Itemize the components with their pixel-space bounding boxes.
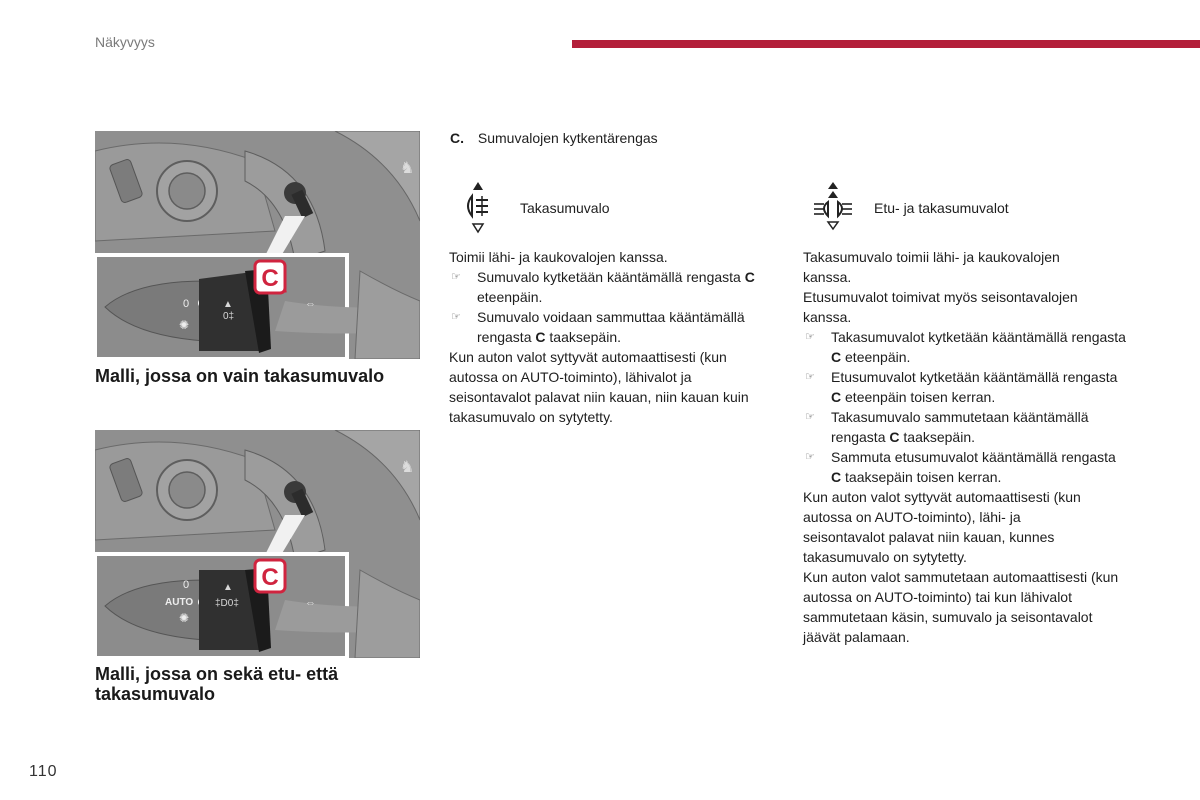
- svg-text:0: 0: [183, 579, 190, 591]
- right-lead-1: Takasumuvalo toimii lähi- ja kaukovalojen kanssa.: [803, 249, 1060, 285]
- bullet-icon: ☞: [805, 371, 815, 383]
- figure-caption-2: Malli, jossa on sekä etu- että takasumuvalo: [95, 664, 339, 704]
- switch-auto-label: AUTO: [165, 597, 194, 608]
- left-column-text: [449, 247, 779, 427]
- rear-fog-symbol-row: [458, 180, 610, 236]
- list-item: ☞ Sumuvalo kytketään kääntämällä rengasta C eteenpäin.: [451, 269, 755, 305]
- figure-rear-fog-only: [95, 131, 420, 359]
- bullet-icon: ☞: [805, 411, 815, 423]
- front-rear-fog-symbol-row: [810, 180, 1009, 236]
- right-bullet-list: [803, 327, 1128, 487]
- rear-fog-lamp-icon: [458, 180, 498, 236]
- callout-letter: C: [261, 265, 279, 292]
- callout-letter: C: [261, 564, 279, 591]
- list-item: ☞ Takasumuvalo sammutetaan kääntämällä rengasta C taaksepäin.: [805, 409, 1089, 445]
- figure-caption-1: Malli, jossa on vain takasumuvalo: [95, 366, 385, 386]
- svg-text:▲: ▲: [223, 582, 233, 593]
- svg-text:♞: ♞: [400, 160, 415, 177]
- right-column-text: [803, 247, 1128, 647]
- bullet-icon: ☞: [805, 331, 815, 343]
- list-item: ☞ Sammuta etusumuvalot kääntämällä rengasta C taaksepäin toisen kerran.: [805, 449, 1116, 485]
- svg-text:⇔: ⇔: [305, 597, 316, 609]
- list-item: ☞ Takasumuvalot kytketään kääntämällä rengasta C eteenpäin.: [805, 329, 1126, 365]
- left-lead: Toimii lähi- ja kaukovalojen kanssa.: [449, 249, 668, 265]
- figure-front-and-rear-fog: [95, 430, 420, 658]
- right-lead-2: Etusumuvalot toimivat myös seisontavalojen kanssa.: [803, 289, 1078, 325]
- svg-text:0: 0: [183, 298, 190, 310]
- svg-text:⇔: ⇔: [305, 298, 316, 310]
- dashboard-illustration: [95, 131, 420, 359]
- svg-text:▲: ▲: [223, 299, 233, 310]
- ring-letter: C.: [450, 130, 464, 146]
- list-item: ☞ Sumuvalo voidaan sammuttaa kääntämällä rengasta C taaksepäin.: [451, 309, 745, 345]
- right-paragraph-2: Kun auton valot sammutetaan automaattisesti (kun autossa on AUTO-toiminto) tai kun lähivalot sammutetaan käsin, sumuvalo ja seisontavalot jäävät palamaan.: [803, 569, 1119, 645]
- svg-text:♞: ♞: [400, 459, 415, 476]
- svg-text:0‡: 0‡: [223, 311, 235, 322]
- bullet-icon: ☞: [805, 451, 815, 463]
- svg-text:✺: ✺: [179, 611, 190, 625]
- rear-fog-label: Takasumuvalo: [520, 200, 610, 216]
- section-header: Näkyvyys: [95, 34, 155, 50]
- list-item: ☞ Etusumuvalot kytketään kääntämällä rengasta C eteenpäin toisen kerran.: [805, 369, 1118, 405]
- left-paragraph: Kun auton valot syttyvät automaattisesti (kun autossa on AUTO-toiminto), lähivalot ja seisontavalot palavat niin kauan, niin kauan kuin takasumuvalo on sytytetty.: [449, 349, 749, 425]
- bullet-icon: ☞: [451, 271, 461, 283]
- right-paragraph-1: Kun auton valot syttyvät automaattisesti (kun autossa on AUTO-toiminto), lähi- ja seisontavalot palavat niin kauan, kunnes takasumuvalo on sytytetty.: [803, 489, 1081, 565]
- ring-description: Sumuvalojen kytkentärengas: [477, 130, 658, 146]
- svg-text:✺: ✺: [179, 318, 190, 332]
- bullet-icon: ☞: [451, 311, 461, 323]
- front-rear-fog-label: Etu- ja takasumuvalot: [874, 200, 1009, 216]
- svg-text:‡D0‡: ‡D0‡: [215, 598, 239, 609]
- front-rear-fog-lamp-icon: [810, 180, 856, 236]
- header-accent-bar: [572, 40, 1200, 48]
- page-number: 110: [29, 763, 58, 780]
- ring-intro: [450, 128, 658, 148]
- left-bullet-list: [449, 267, 779, 347]
- dashboard-illustration: [95, 430, 420, 658]
